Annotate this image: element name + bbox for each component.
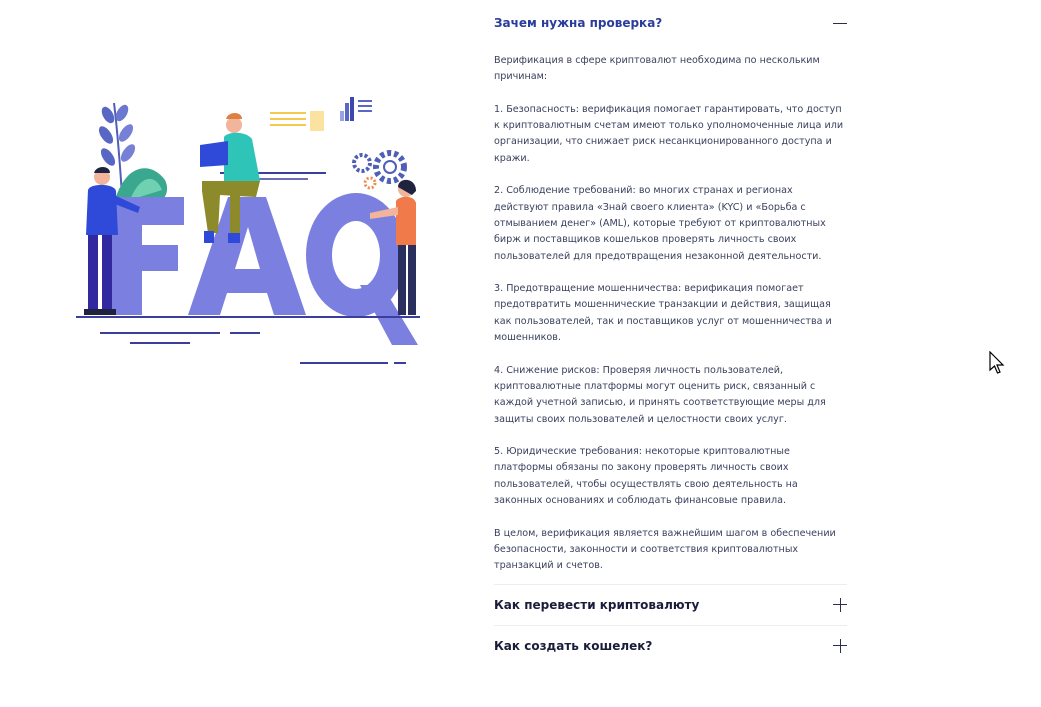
mouse-cursor-icon — [989, 351, 1005, 379]
answer-paragraph: 1. Безопасность: верификация помогает гарантировать, что доступ к криптовалютным счетам имеют только уполномоченные лица или организации, что снижает риск несанкционированного доступа и кражи. — [494, 103, 844, 164]
faq-question-header[interactable] — [494, 585, 847, 625]
faq-item — [494, 585, 847, 626]
faq-question: Как перевести криптовалюту — [494, 597, 700, 612]
answer-paragraph: 5. Юридические требования: некоторые криптовалютные платформы обязаны по закону проверять личность своих пользователей, чтобы осуществлять свою деятельность на законных основаниях и соблюдать финансовые правила. — [494, 446, 798, 507]
answer-paragraph: 3. Предотвращение мошенничества: верификация помогает предотвратить мошеннические транзакции и действия, защищая как пользователей, так и поставщиков услуг от мошенничества и мошенников. — [494, 283, 832, 344]
ground-lines — [76, 317, 420, 363]
faq-answer — [494, 46, 847, 584]
faq-accordion — [494, 0, 847, 666]
faq-item — [494, 626, 847, 666]
minus-icon[interactable] — [833, 16, 847, 30]
faq-illustration — [70, 95, 430, 370]
gear-icon — [354, 153, 404, 188]
plus-icon[interactable] — [833, 639, 847, 653]
answer-paragraph: 2. Соблюдение требований: во многих странах и регионах действуют правила «Знай своего клиента» (KYC) и «Борьба с отмыванием денег» (AML), которые требуют от криптовалютных бирж и поставщиков кошельков проверять личность своих пользователей для предотвращения незаконной деятельности. — [494, 185, 826, 262]
answer-paragraph: В целом, верификация является важнейшим шагом в обеспечении безопасности, законности и соответствия криптовалютных транзакций и счетов. — [494, 527, 836, 572]
answer-paragraph: Верификация в сфере криптовалют необходима по нескольким причинам: — [494, 55, 820, 83]
faq-question-header[interactable] — [494, 626, 847, 666]
document-icon — [270, 111, 324, 131]
faq-item — [494, 0, 847, 585]
faq-question: Как создать кошелек? — [494, 638, 653, 653]
plus-icon[interactable] — [833, 598, 847, 612]
faq-question: Зачем нужна проверка? — [494, 16, 663, 30]
chart-icon — [340, 97, 372, 121]
faq-question-header[interactable] — [494, 0, 847, 46]
answer-paragraph: 4. Снижение рисков: Проверяя личность пользователей, криптовалютные платформы могут оценить риск, связанный с каждой учетной записью, и принять соответствующие меры для защиты своих пользователей и целостности своих услуг. — [494, 364, 826, 425]
faq-illustration-svg — [70, 95, 430, 370]
